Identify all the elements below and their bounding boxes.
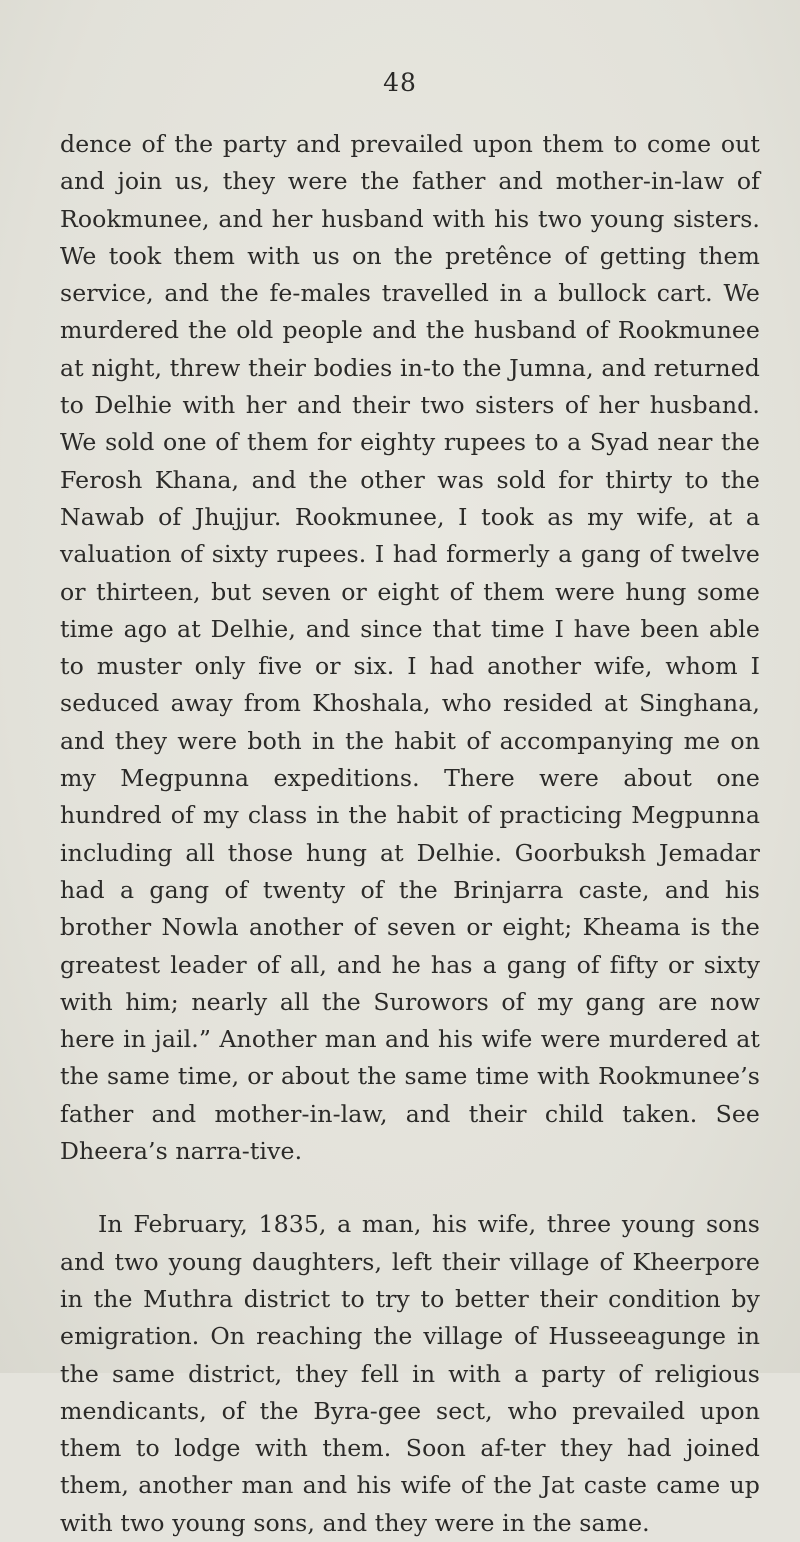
- paragraph-1: dence of the party and prevailed upon them to come out and join us, they were the father and mother-in-law of Rookmunee, and her husband with his two young sisters. We took them with us on the pretênce of getting them service, and the fe-males travelled in a bullock cart. We murdered the old people and the husband of Rookmunee at night, threw their bodies in-to the Jumna, and returned to Delhie with her and their two sisters of her husband. We sold one of them for eighty rupees to a Syad near the Ferosh Khana, and the other was sold for thirty to the Nawab of Jhujjur. Rookmunee, I took as my wife, at a valuation of sixty rupees. I had formerly a gang of twelve or thirteen, but seven or eight of them were hung some time ago at Delhie, and since that time I have been able to muster only five or six. I had another wife, whom I seduced away from Khoshala, who resided at Singhana, and they were both in the habit of accompanying me on my Megpunna expeditions. There were about one hundred of my class in the habit of practicing Megpunna including all those hung at Delhie. Goorbuksh Jemadar had a gang of twenty of the Brinjarra caste, and his brother Nowla another of seven or eight; Kheama is the greatest leader of all, and he has a gang of fifty or sixty with him; nearly all the Surowors of my gang are now here in jail.” Another man and his wife were murdered at the same time, or about the same time with Rookmunee’s father and mother-in-law, and their child taken. See Dheera’s narra-tive.: [60, 130, 760, 1166]
- body-text: [60, 126, 760, 1542]
- page-number: 48: [383, 68, 417, 97]
- paragraph-2: In February, 1835, a man, his wife, three young sons and two young daughters, left their village of Kheerpore in the Muthra district to try to better their condition by emigration. On reaching the village of Husseeagunge in the same district, they fell in with a party of religious mendicants, of the Byra-gee sect, who prevailed upon them to lodge with them. Soon af-ter they had joined them, another man and his wife of the Jat caste came up with two young sons, and they were in the same.: [60, 1210, 760, 1537]
